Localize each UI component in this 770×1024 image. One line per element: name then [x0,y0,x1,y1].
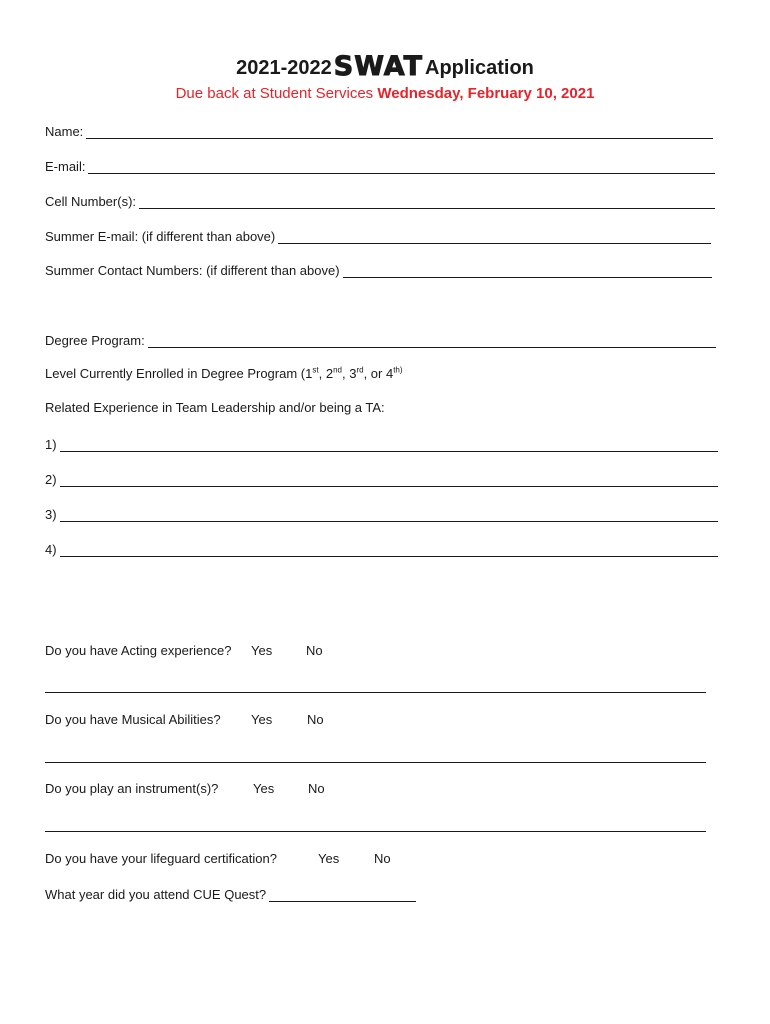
title-year: 2021-2022 [236,57,332,79]
cell-label: Cell Number(s): [45,194,137,209]
acting-yes-option[interactable]: Yes [251,643,273,658]
summer-email-label: Summer E-mail: (if different than above) [45,229,276,244]
due-date-notice [0,85,770,102]
email-blank[interactable] [88,161,715,174]
level-text-c: , 3 [341,366,357,381]
experience-blank-4[interactable] [60,544,718,557]
cue-quest-blank[interactable] [269,889,416,902]
level-sup-2: nd [333,365,342,375]
experience-item-label: 1) [45,437,57,452]
lifeguard-no-option[interactable]: No [374,851,391,866]
experience-blank-2[interactable] [60,474,718,487]
experience-item-2[interactable] [45,469,718,487]
musical-no-option[interactable]: No [307,712,324,727]
summer-contact-field[interactable] [45,260,712,278]
level-text-a: Level Currently Enrolled in Degree Program (1 [45,366,313,381]
swat-logo: SWAT [333,51,423,82]
musical-question: Do you have Musical Abilities? [45,712,221,727]
due-date: Wednesday, February 10, 2021 [377,85,595,102]
acting-no-option[interactable]: No [306,643,323,658]
level-text-b: , 2 [318,366,334,381]
experience-item-label: 3) [45,507,57,522]
summer-email-blank[interactable] [278,231,711,244]
email-label: E-mail: [45,159,86,174]
experience-item-label: 4) [45,542,57,557]
summer-email-field[interactable] [45,226,711,244]
level-sup-3: rd [356,365,364,375]
title-application: Application [425,57,534,79]
cue-quest-label: What year did you attend CUE Quest? [45,887,267,902]
level-text-d: , or 4 [363,366,394,381]
experience-item-3[interactable] [45,504,718,522]
cell-field[interactable] [45,191,715,209]
experience-blank-3[interactable] [60,509,718,522]
due-prefix: Due back at Student Services [175,85,378,102]
musical-yes-option[interactable]: Yes [251,712,273,727]
experience-item-label: 2) [45,472,57,487]
degree-field[interactable] [45,330,716,348]
email-field[interactable] [45,156,715,174]
experience-item-4[interactable] [45,539,718,557]
name-field[interactable] [45,121,713,139]
level-enrolled-text [45,366,403,381]
degree-label: Degree Program: [45,333,145,348]
degree-blank[interactable] [148,335,716,348]
acting-question: Do you have Acting experience? [45,643,232,658]
lifeguard-question: Do you have your lifeguard certification? [45,851,277,866]
summer-contact-blank[interactable] [343,265,712,278]
page-title [0,50,770,81]
lifeguard-yes-option[interactable]: Yes [318,851,340,866]
cell-blank[interactable] [139,196,715,209]
cue-quest-field[interactable] [45,884,416,902]
acting-answer-line[interactable] [45,692,706,693]
level-sup-1: st [312,365,319,375]
instrument-answer-line[interactable] [45,831,706,832]
summer-contact-label: Summer Contact Numbers: (if different than above) [45,263,340,278]
instrument-no-option[interactable]: No [308,781,325,796]
instrument-question: Do you play an instrument(s)? [45,781,219,796]
experience-item-1[interactable] [45,434,718,452]
name-label: Name: [45,124,84,139]
experience-heading: Related Experience in Team Leadership and/or being a TA: [45,400,385,415]
level-sup-4: th) [393,365,403,375]
instrument-yes-option[interactable]: Yes [253,781,275,796]
experience-blank-1[interactable] [60,439,718,452]
musical-answer-line[interactable] [45,762,706,763]
name-blank[interactable] [86,126,713,139]
